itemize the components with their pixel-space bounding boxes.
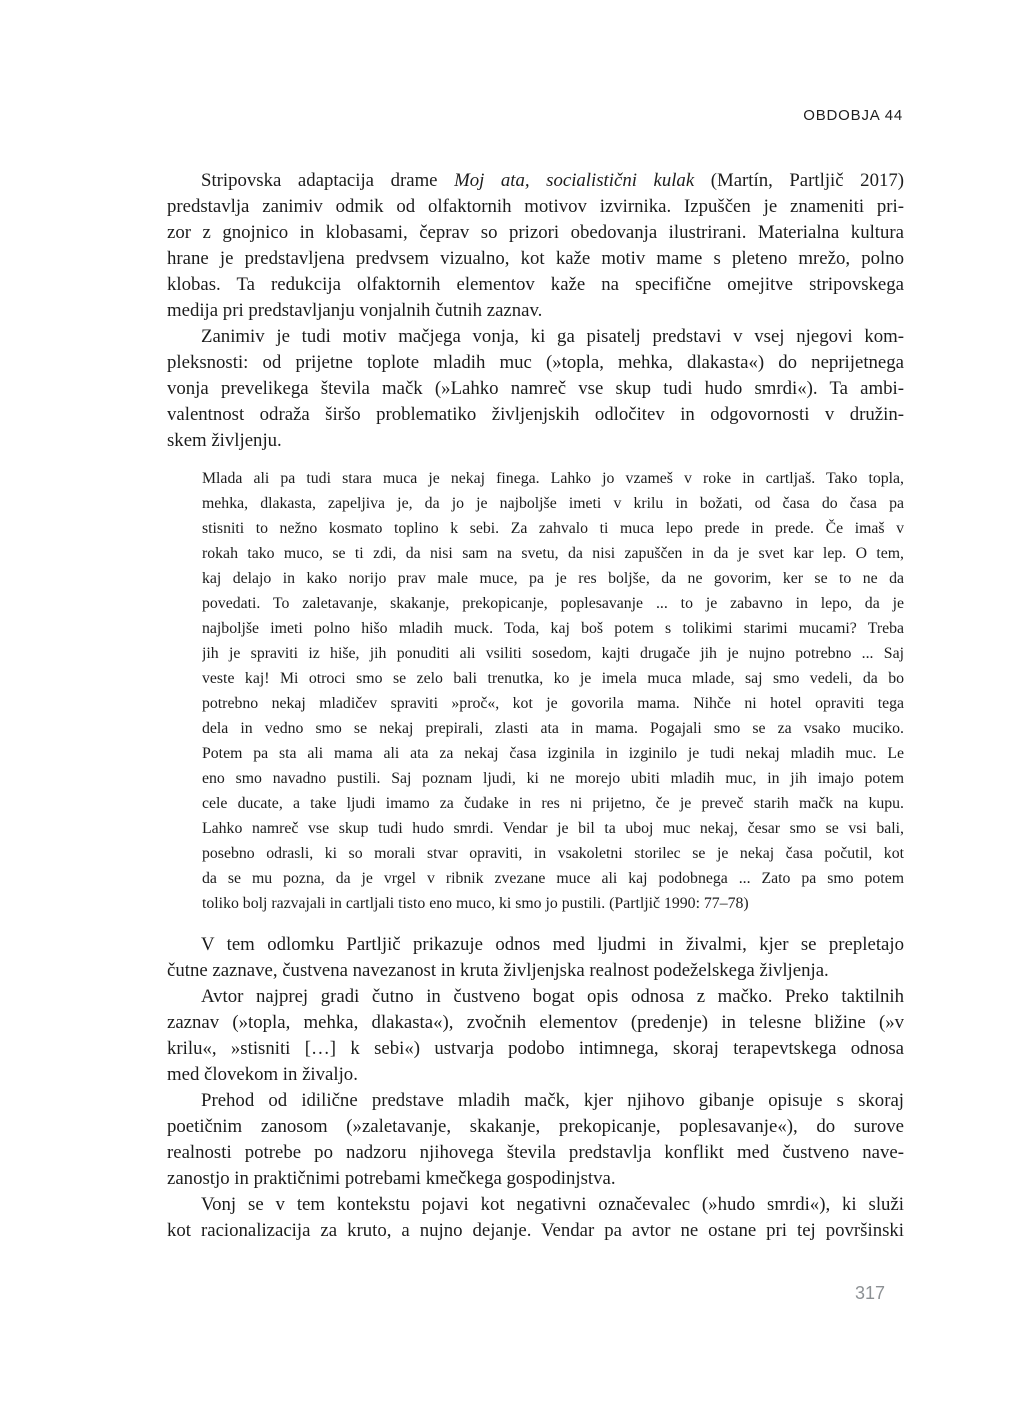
text-line: [202, 866, 904, 891]
text-line: [167, 958, 904, 984]
text-line: [167, 932, 904, 958]
text-line: [167, 1140, 904, 1166]
text-run: klobas. Ta redukcija olfaktornih elementov kaže na specifične omejitve stripovskega: [167, 274, 904, 295]
text-run: posebno odrasli, ki so morali stvar opraviti, in vsakoletni storilec se je nekaj časa počutil, kot: [202, 845, 904, 862]
text-line: [202, 841, 904, 866]
text-line: [167, 1036, 904, 1062]
text-line: [202, 466, 904, 491]
text-run: med človekom in živaljo.: [167, 1064, 358, 1085]
text-run: čutne zaznave, čustvena navezanost in kruta življenjska realnost podeželskega življenja.: [167, 960, 829, 981]
body-paragraph: [167, 1192, 904, 1244]
text-line: [167, 272, 904, 298]
text-run: jih je spraviti iz hiše, jih ponuditi ali vsiliti sosedom, kajti drugače jih je nujno potrebno ... Saj: [202, 645, 904, 662]
text-line: [202, 491, 904, 516]
text-run: Zanimiv je tudi motiv mačjega vonja, ki ga pisatelj predstavi v vsej njegovi kom-: [201, 326, 904, 347]
text-line: [202, 666, 904, 691]
text-line: [167, 984, 904, 1010]
text-line: [202, 566, 904, 591]
text-line: [167, 1114, 904, 1140]
text-run: najboljše imeti polno hišo mladih muck. Toda, kaj boš potem s tolikimi starimi mucami? Treba: [202, 620, 904, 637]
text-run: mehka, dlakasta, zapeljiva je, da jo je najboljše imeti v krilu in božati, od časa do časa pa: [202, 495, 904, 512]
text-run: hrane je predstavljena predvsem vizualno, kot kaže motiv mame s pleteno mrežo, polno: [167, 248, 904, 269]
text-run: cele ducate, a take ljudi imamo za čudake in res ni prijetno, če je preveč starih mačk na kupu.: [202, 795, 904, 812]
text-run: medija pri predstavljanju vonjalnih čutnih zaznav.: [167, 300, 543, 321]
text-line: [167, 298, 904, 324]
text-run: realnosti potrebe po nadzoru njihovega števila predstavlja konflikt med čustveno nave-: [167, 1142, 904, 1163]
text-line: [202, 691, 904, 716]
text-run: predstavlja zanimiv odmik od olfaktornih motivov izvirnika. Izpuščen je znameniti pri-: [167, 196, 904, 217]
text-run: da se mu pozna, da je vrgel v ribnik zvezane muce ali kaj podobnega ... Zato pa smo potem: [202, 870, 904, 887]
body-paragraph: [167, 168, 904, 324]
text-run: valentnost odraža širšo problematiko življenjskih odločitev in odgovornosti v družin-: [167, 404, 904, 425]
italic-title-text: Moj ata, socialistični kulak: [454, 170, 695, 191]
text-line: [167, 246, 904, 272]
text-run: toliko bolj razvajali in cartljali tisto eno muco, ki smo jo pustili. (Partljič 1990: 77–78): [202, 895, 749, 912]
text-run: veste kaj! Mi otroci smo se zelo bali trenutka, ko je imela muca mlade, saj smo vedeli, da bo: [202, 670, 904, 687]
text-run: kaj delajo in kako norijo prav male muce, pa je res boljše, da ne govorim, ker se to ne da: [202, 570, 904, 587]
text-run: pleksnosti: od prijetne toplote mladih muc (»topla, mehka, dlakasta«) do neprijetnega: [167, 352, 904, 373]
text-line: [167, 402, 904, 428]
text-run: povedati. To zaletavanje, skakanje, prekopicanje, poplesavanje ... to je zabavno in lepo, da je: [202, 595, 904, 612]
text-line: [167, 168, 904, 194]
text-run: krilu«, »stisniti […] k sebi«) ustvarja podobo intimnega, skoraj terapevtskega odnosa: [167, 1038, 904, 1059]
text-line: [202, 816, 904, 841]
text-line: [202, 591, 904, 616]
text-line: [202, 766, 904, 791]
body-paragraph: [167, 1088, 904, 1192]
text-run: zanostjo in praktičnimi potrebami kmečkega gospodinjstva.: [167, 1168, 616, 1189]
page-number: 317: [854, 1283, 885, 1303]
text-line: [202, 641, 904, 666]
text-line: [202, 891, 904, 916]
text-run: Stripovska adaptacija drame: [201, 170, 455, 191]
text-run: V tem odlomku Partljič prikazuje odnos med ljudmi in živalmi, kjer se prepletajo: [201, 934, 904, 955]
text-line: [167, 194, 904, 220]
body-paragraph: [167, 984, 904, 1088]
text-line: [167, 1218, 904, 1244]
text-line: [167, 350, 904, 376]
text-line: [202, 791, 904, 816]
text-line: [167, 1088, 904, 1114]
text-run: (Martín, Partljič 2017): [694, 170, 904, 191]
text-line: [202, 741, 904, 766]
text-line: [167, 376, 904, 402]
text-run: Lahko namreč vse skup tudi hudo smrdi. Vendar je bil ta uboj muc nekaj, česar smo se vsi bali,: [202, 820, 904, 837]
text-run: Prehod od idilične predstave mladih mačk, kjer njihovo gibanje opisuje s skoraj: [201, 1090, 904, 1111]
block-quote: [202, 466, 904, 916]
text-run: zor z gnojnico in klobasami, čeprav so prizori obedovanja ilustrirani. Materialna kultura: [167, 222, 904, 243]
text-run: dela in vedno smo se nekaj prepirali, zlasti ata in mama. Pogajali smo se za vsako muciko.: [202, 720, 904, 737]
text-line: [202, 516, 904, 541]
text-run: skem življenju.: [167, 430, 282, 451]
text-line: [167, 1192, 904, 1218]
text-run: eno smo navadno pustili. Saj poznam ljudi, ki ne morejo ubiti mladih muc, in jih imajo potem: [202, 770, 904, 787]
text-run: zaznav (»topla, mehka, dlakasta«), zvočnih elementov (predenje) in telesne bližine (»v: [167, 1012, 904, 1033]
text-line: [167, 1062, 904, 1088]
text-line: [167, 324, 904, 350]
body-paragraph: [167, 324, 904, 454]
text-run: stisniti to nežno kosmato toplino k sebi. Za zahvalo ti muca lepo prede in prede. Če imaš v: [202, 520, 904, 537]
text-line: [202, 541, 904, 566]
text-run: potrebno nekaj mladičev spraviti »proč«, kot je govorila mama. Nihče ni hotel opraviti tega: [202, 695, 904, 712]
text-run: vonja prevelikega števila mačk (»Lahko namreč vse skup tudi hudo smrdi«). Ta ambi-: [167, 378, 904, 399]
text-run: Mlada ali pa tudi stara muca je nekaj finega. Lahko jo vzameš v roke in cartljaš. Tako topla,: [202, 470, 904, 487]
text-line: [167, 428, 904, 454]
text-run: Vonj se v tem kontekstu pojavi kot negativni označevalec (»hudo smrdi«), ki služi: [201, 1194, 904, 1215]
text-line: [167, 1010, 904, 1036]
text-run: Potem pa sta ali mama ali ata za nekaj časa izginila in izginilo je tudi nekaj mladih muc. Le: [202, 745, 904, 762]
text-run: kot racionalizacija za kruto, a nujno dejanje. Vendar pa avtor ne ostane pri tej površinski: [167, 1220, 904, 1241]
text-run: poetičnim zanosom (»zaletavanje, skakanje, prekopicanje, poplesavanje«), do surove: [167, 1116, 904, 1137]
journal-header: OBDOBJA 44: [803, 107, 903, 124]
text-line: [202, 616, 904, 641]
body-paragraph: [167, 932, 904, 984]
text-line: [202, 716, 904, 741]
text-run: Avtor najprej gradi čutno in čustveno bogat opis odnosa z mačko. Preko taktilnih: [201, 986, 904, 1007]
text-line: [167, 220, 904, 246]
text-line: [167, 1166, 904, 1192]
text-run: rokah tako muco, se ti zdi, da nisi sam na svetu, da nisi zapuščen in da je svet kar lep. O tem,: [202, 545, 904, 562]
document-body: [167, 168, 904, 1244]
